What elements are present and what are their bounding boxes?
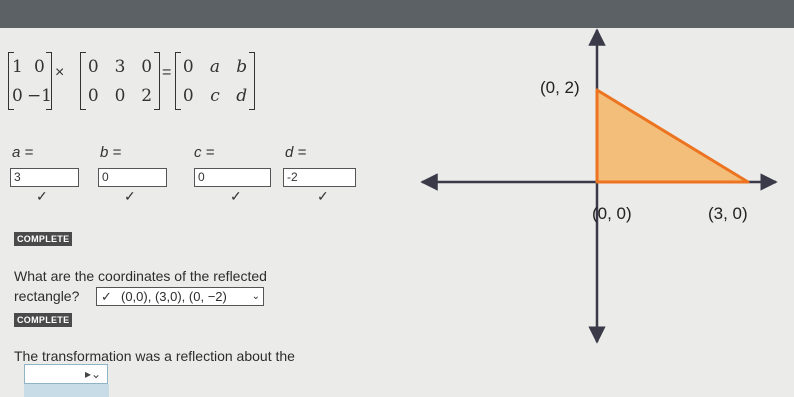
- input-d[interactable]: -2: [283, 168, 356, 187]
- matrix-b-cell: 0: [87, 85, 99, 106]
- status-badge: COMPLETE: [14, 232, 72, 246]
- matrix-a-cell: −1: [26, 85, 52, 106]
- question-1-line-2: rectangle?: [14, 288, 80, 304]
- matrix-b-cell: 0: [141, 56, 153, 77]
- input-a[interactable]: 3: [10, 168, 79, 187]
- matrix-b-cell: 0: [87, 56, 99, 77]
- point-label-right: (3, 0): [708, 204, 748, 223]
- matrix-a-cell: 0: [12, 85, 23, 106]
- matrix-b-cell: 2: [141, 85, 153, 106]
- shaded-triangle: [597, 90, 748, 182]
- check-icon: ✓: [124, 188, 136, 204]
- coordinates-selected-value: (0,0), (3,0), (0, −2): [121, 289, 227, 304]
- matrix-result-cell: c: [210, 85, 220, 106]
- matrix-b-cell: 3: [114, 56, 126, 77]
- question-1-line-1: What are the coordinates of the reflected: [14, 268, 267, 284]
- chevron-down-icon: ▸⌄: [85, 367, 102, 381]
- matrix-a-cell: 1: [12, 56, 23, 77]
- chevron-down-icon: ⌄: [251, 291, 260, 302]
- question-2-text: The transformation was a reflection about the: [14, 348, 295, 364]
- label-d: d =: [285, 144, 307, 161]
- status-badge: COMPLETE: [14, 313, 72, 327]
- label-a: a =: [12, 144, 34, 161]
- times-symbol: ×: [55, 64, 65, 81]
- label-b: b =: [100, 144, 122, 161]
- input-c[interactable]: 0: [194, 168, 271, 187]
- matrix-b-cell: 0: [114, 85, 126, 106]
- equals-symbol: =: [162, 64, 172, 81]
- label-c: c =: [194, 144, 215, 161]
- matrix-result-cell: b: [236, 56, 248, 77]
- matrix-result-cell: 0: [182, 85, 194, 106]
- check-icon: ✓: [230, 188, 242, 204]
- point-label-origin: (0, 0): [592, 204, 632, 223]
- check-icon: ✓: [36, 188, 48, 204]
- matrix-result-cell: 0: [182, 56, 194, 77]
- check-icon: ✓: [101, 289, 112, 304]
- matrix-result-cell: a: [209, 56, 221, 77]
- matrix-a-cell: 0: [34, 56, 45, 77]
- matrix-result-cell: d: [236, 85, 248, 106]
- check-icon: ✓: [317, 188, 329, 204]
- point-label-top: (0, 2): [540, 78, 580, 97]
- input-b[interactable]: 0: [98, 168, 167, 187]
